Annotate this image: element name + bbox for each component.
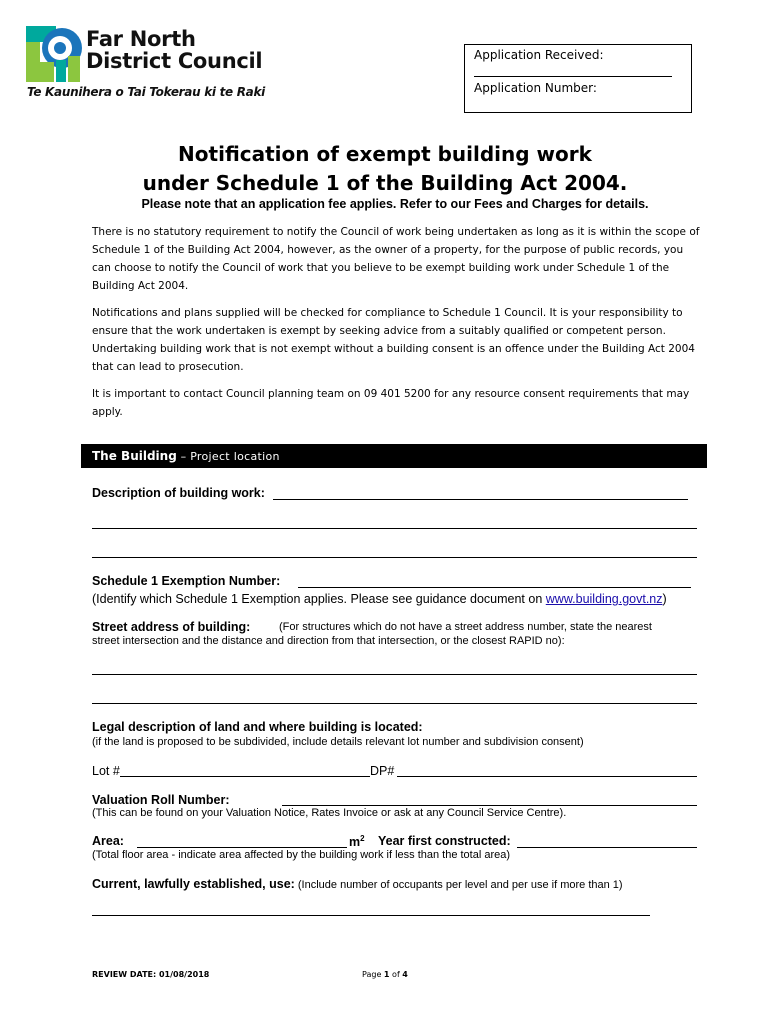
section-title-bold: The Building	[92, 449, 177, 463]
intro-paragraph-2: Notifications and plans supplied will be checked for compliance to Schedule 1 Council. It is your responsibility to ensure that the work undertaken is exempt by seeking advice from a suitably qualified or competent person. Undertaking building work that is not exempt without a building consent is an offence under the Building Act 2004 that can lead to prosecution.	[92, 307, 695, 373]
application-number-label: Application Number:	[474, 81, 597, 95]
valuation-hint: (This can be found on your Valuation Notice, Rates Invoice or ask at any Council Service Centre).	[92, 807, 567, 819]
section-header-building	[81, 444, 707, 468]
description-field[interactable]	[273, 499, 688, 500]
description-field-line3[interactable]	[92, 557, 697, 558]
council-name	[86, 28, 262, 72]
page-total: 4	[402, 970, 408, 979]
area-label: Area:	[92, 834, 124, 848]
intro-paragraph-3: It is important to contact Council planning team on 09 401 5200 for any resource consent requirements that may apply.	[92, 388, 690, 418]
intro-paragraph-1: There is no statutory requirement to notify the Council of work being undertaken as long as it is within the scope of Schedule 1 of the Building Act 2004, however, as the owner of a property, for the purpose of public records, you can choose to notify the Council of work that you believe to be exempt building work under Schedule 1 of the Building Act 2004.	[92, 226, 700, 292]
legal-hint: (if the land is proposed to be subdivided, include details relevant lot number and subdivision consent)	[92, 736, 584, 748]
year-field[interactable]	[517, 847, 697, 848]
area-field[interactable]	[137, 847, 347, 848]
page-title	[0, 140, 770, 198]
street-field[interactable]	[92, 674, 697, 675]
page-mid: of	[389, 970, 403, 979]
valuation-field[interactable]	[282, 805, 697, 806]
lot-field[interactable]	[120, 776, 370, 777]
council-tagline: Te Kaunihera o Tai Tokerau ki te Raki	[27, 85, 265, 99]
koru-logo-icon	[26, 26, 82, 82]
schedule-hint	[92, 592, 667, 606]
use-label: Current, lawfully established, use:	[92, 877, 295, 891]
dp-label: DP#	[370, 764, 395, 778]
dp-field[interactable]	[397, 776, 697, 777]
fee-note: Please note that an application fee applies. Refer to our Fees and Charges for details.	[141, 197, 649, 211]
review-date: REVIEW DATE: 01/08/2018	[92, 970, 210, 979]
legal-label: Legal description of land and where building is located:	[92, 720, 423, 734]
page-current: 1	[383, 970, 390, 979]
street-field-line2[interactable]	[92, 703, 697, 704]
area-unit-sup: 2	[360, 834, 365, 843]
description-field-line2[interactable]	[92, 528, 697, 529]
street-label: Street address of building:	[92, 620, 251, 634]
lot-label: Lot #	[92, 764, 120, 778]
area-unit-m: m	[349, 835, 361, 850]
section-title-rest: – Project location	[176, 450, 280, 463]
area-unit	[349, 834, 365, 849]
application-box	[464, 44, 692, 113]
street-hint-2: street intersection and the distance and direction from that intersection, or the closest RAPID no):	[92, 635, 565, 647]
schedule-label: Schedule 1 Exemption Number:	[92, 574, 281, 588]
page-title-line1: Notification of exempt building work	[178, 142, 592, 166]
schedule-field[interactable]	[298, 587, 691, 588]
application-received-line[interactable]	[474, 76, 672, 77]
year-label: Year first constructed:	[378, 834, 511, 848]
page-title-line2: under Schedule 1 of the Building Act 2004.	[142, 171, 628, 195]
use-field[interactable]	[92, 915, 650, 916]
schedule-hint-text: (Identify which Schedule 1 Exemption applies. Please see guidance document on	[92, 592, 546, 606]
area-hint: (Total floor area - indicate area affected by the building work if less than the total area)	[92, 849, 511, 861]
council-name-line1: Far North	[86, 27, 196, 51]
description-label: Description of building work:	[92, 486, 265, 500]
application-received-label: Application Received:	[474, 48, 604, 62]
use-hint: (Include number of occupants per level and per use if more than 1)	[294, 879, 623, 891]
use-row	[92, 875, 623, 893]
street-hint-1: (For structures which do not have a street address number, state the nearest	[279, 621, 652, 633]
schedule-hint-end: )	[662, 592, 667, 606]
page-number	[362, 970, 408, 979]
building-govt-link[interactable]: www.building.govt.nz	[545, 592, 663, 606]
valuation-label: Valuation Roll Number:	[92, 793, 230, 807]
council-name-line2: District Council	[86, 49, 263, 73]
page-prefix: Page	[362, 970, 384, 979]
